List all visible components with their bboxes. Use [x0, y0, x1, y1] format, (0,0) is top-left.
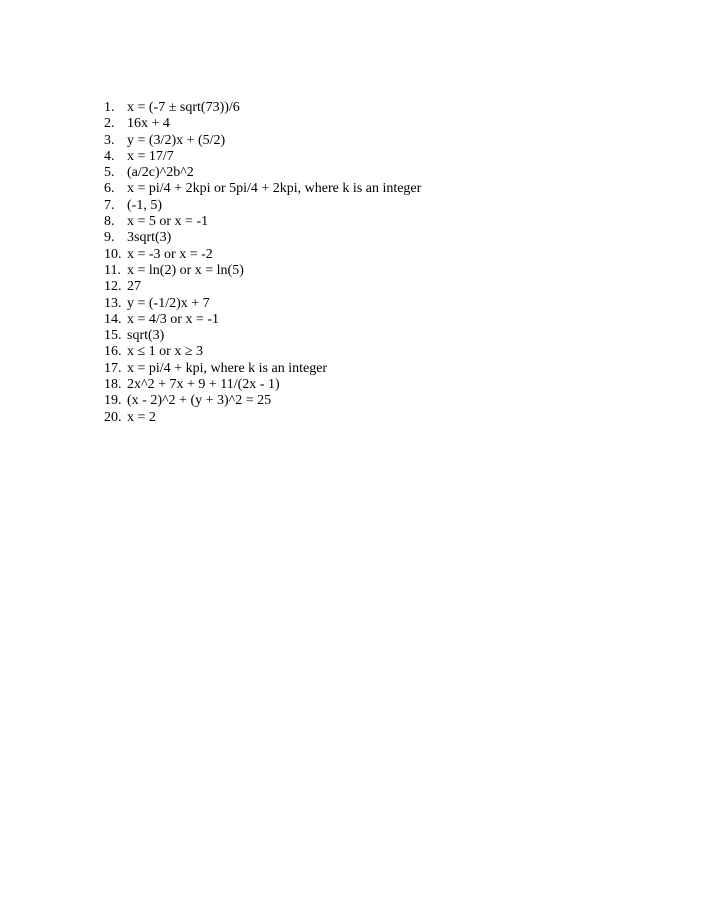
list-item	[104, 149, 421, 165]
list-item	[104, 230, 421, 246]
item-text: x = 2	[127, 409, 156, 425]
item-text: x = pi/4 + 2kpi or 5pi/4 + 2kpi, where k is an integer	[127, 181, 422, 197]
list-item	[104, 312, 421, 328]
item-number: 20.	[104, 409, 122, 425]
item-number: 10.	[104, 246, 122, 262]
item-text: x = 4/3 or x = -1	[127, 311, 220, 327]
item-number: 6.	[104, 181, 115, 197]
item-text: x = 5 or x = -1	[127, 214, 209, 230]
item-number: 19.	[104, 393, 122, 409]
item-text: (x - 2)^2 + (y + 3)^2 = 25	[127, 393, 272, 409]
item-text: x = (-7 ± sqrt(73))/6	[127, 100, 240, 115]
item-text: 27	[127, 279, 141, 295]
list-item	[104, 344, 421, 360]
item-text: y = (3/2)x + (5/2)	[127, 132, 226, 148]
item-number: 8.	[104, 214, 115, 230]
item-text: x = 17/7	[127, 148, 174, 164]
item-number: 2.	[104, 116, 115, 132]
item-text: x ≤ 1 or x ≥ 3	[127, 344, 204, 360]
list-item	[104, 328, 421, 344]
item-number: 9.	[104, 230, 115, 246]
list-item	[104, 361, 421, 377]
list-item	[104, 116, 421, 132]
item-text: 16x + 4	[127, 116, 170, 132]
item-number: 17.	[104, 360, 122, 376]
item-number: 14.	[104, 311, 122, 327]
list-item	[104, 198, 421, 214]
list-item	[104, 377, 421, 393]
item-number: 11.	[104, 262, 121, 278]
list-item	[104, 296, 421, 312]
list-item	[104, 214, 421, 230]
item-number: 4.	[104, 148, 115, 164]
item-text: sqrt(3)	[127, 328, 165, 344]
list-item	[104, 393, 421, 409]
list-item	[104, 247, 421, 263]
item-text: x = -3 or x = -2	[127, 246, 213, 262]
list-item	[104, 181, 421, 197]
item-number: 7.	[104, 197, 115, 213]
item-number: 3.	[104, 132, 115, 148]
item-number: 16.	[104, 344, 122, 360]
list-item	[104, 165, 421, 181]
list-item	[104, 263, 421, 279]
item-text: (a/2c)^2b^2	[127, 165, 194, 181]
item-number: 13.	[104, 295, 122, 311]
item-text: 3sqrt(3)	[127, 230, 172, 246]
item-text: 2x^2 + 7x + 9 + 11/(2x - 1)	[127, 377, 280, 393]
item-text: y = (-1/2)x + 7	[127, 295, 210, 311]
item-number: 15.	[104, 328, 122, 344]
item-number: 12.	[104, 279, 122, 295]
list-item	[104, 279, 421, 295]
item-text: x = pi/4 + kpi, where k is an integer	[127, 360, 328, 376]
item-text: (-1, 5)	[127, 197, 162, 213]
item-number: 18.	[104, 377, 122, 393]
list-item	[104, 133, 421, 149]
list-item	[104, 410, 421, 426]
item-number: 5.	[104, 165, 115, 181]
item-text: x = ln(2) or x = ln(5)	[127, 262, 244, 278]
item-number: 1.	[104, 100, 115, 115]
list-item	[104, 100, 421, 116]
answer-list	[104, 100, 421, 426]
